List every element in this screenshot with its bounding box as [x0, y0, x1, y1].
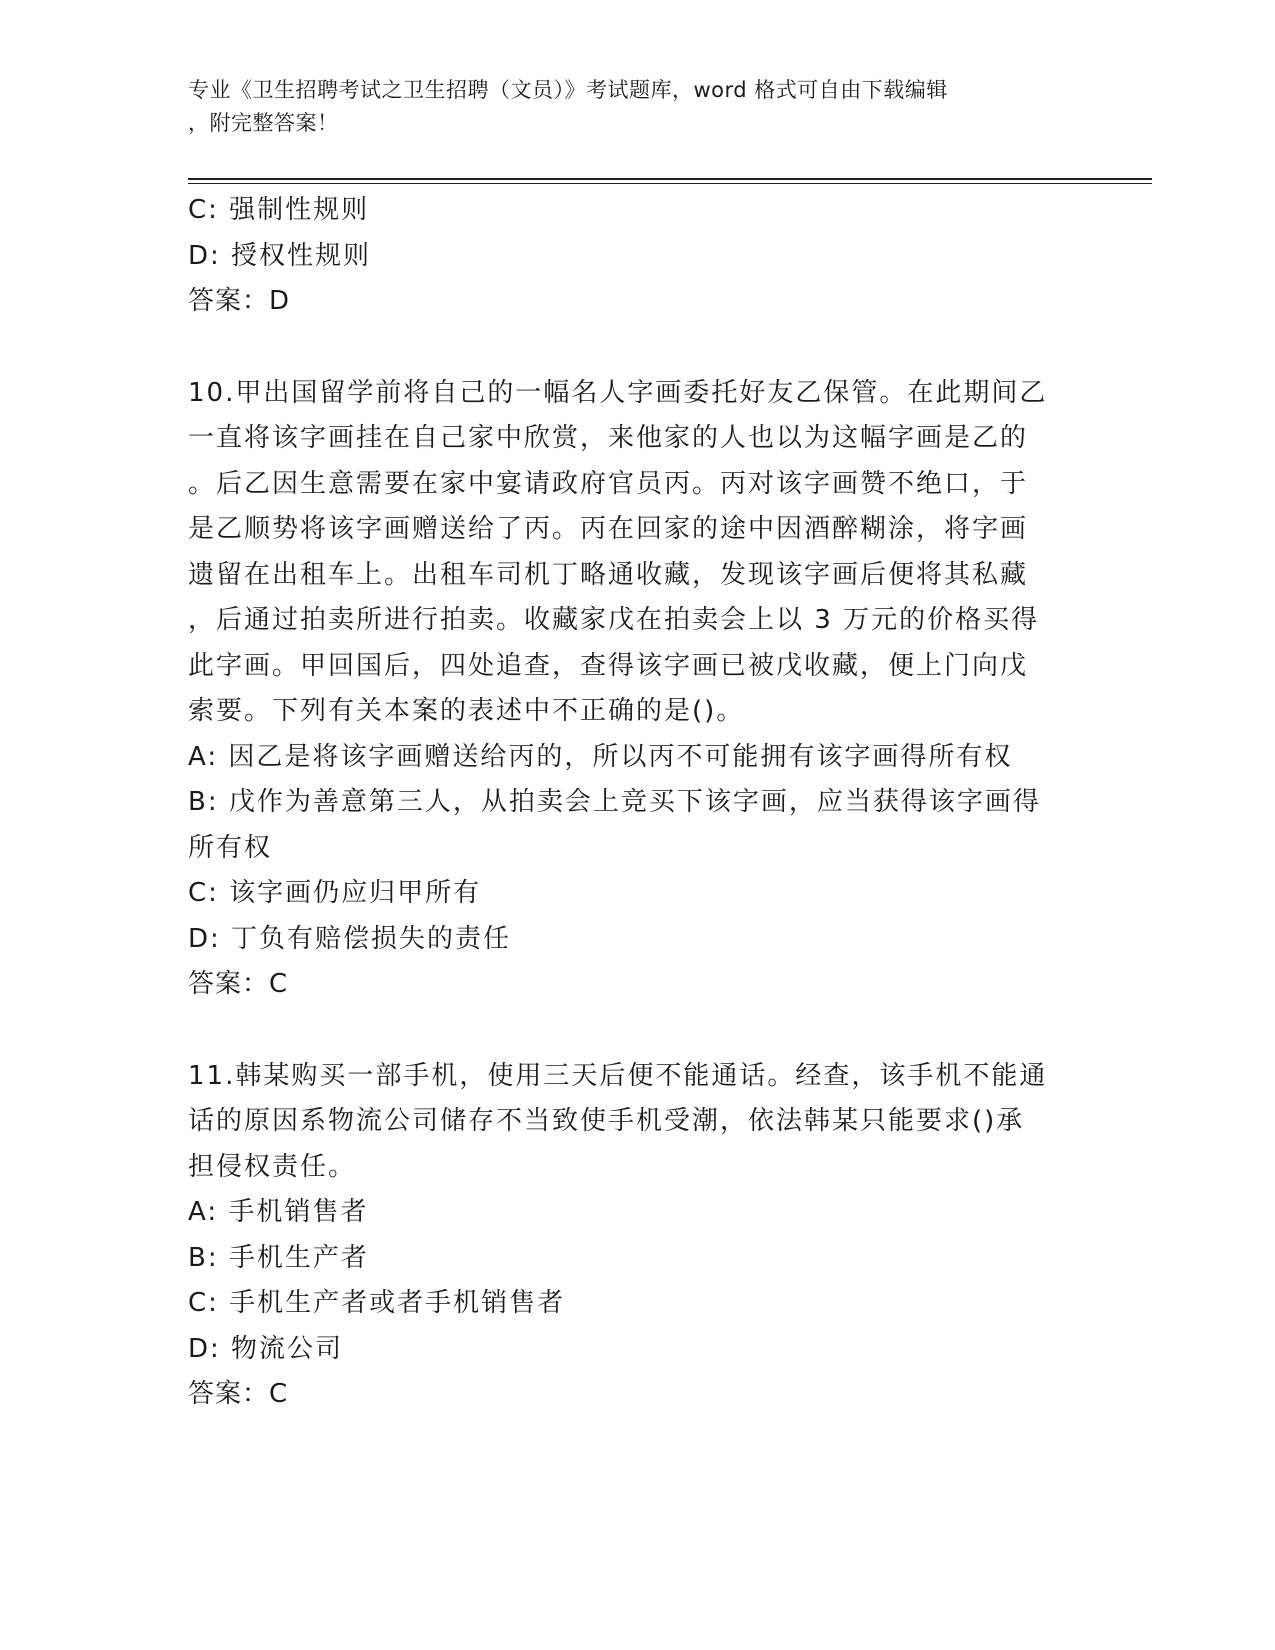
option-c-text: C: 手机生产者或者手机销售者 — [188, 1288, 566, 1318]
question-text — [188, 1054, 1078, 1191]
option-c-text: C: 该字画仍应归甲所有 — [188, 878, 482, 908]
option-d-text: D: 物流公司 — [188, 1333, 344, 1364]
answer-line: 答案：D — [188, 286, 291, 316]
option-d — [188, 1327, 1078, 1373]
option-c — [188, 1281, 1078, 1327]
option-b-text: B: 手机生产者 — [188, 1242, 369, 1273]
option-d-text: D: 丁负有赔偿损失的责任 — [188, 923, 512, 954]
option-a-text: A: 手机销售者 — [188, 1197, 369, 1227]
option-a-text: A: 因乙是将该字画赠送给丙的，所以丙不可能拥有该字画得所有权 — [188, 741, 1013, 772]
header-divider — [188, 178, 1152, 184]
question-11 — [188, 1054, 1078, 1418]
option-a — [188, 1190, 1078, 1236]
question-text-line: 10.甲出国留学前将自己的一幅名人字画委托好友乙保管。在此期间乙 — [188, 377, 1048, 408]
question-10 — [188, 371, 1078, 1008]
question-text-line: 遗留在出租车上。出租车司机丁略通收藏，发现该字画后便将其私藏 — [188, 559, 1029, 590]
document-body — [188, 188, 1078, 1418]
question-text-line: 话的原因系物流公司储存不当致使手机受潮，依法韩某只能要求()承 — [188, 1106, 1025, 1136]
header-line-2: ，附完整答案！ — [188, 111, 339, 135]
question-text-line: 是乙顺势将该字画赠送给了丙。丙在回家的途中因酒醉糊涂，将字画 — [188, 514, 1029, 544]
question-text — [188, 371, 1078, 735]
question-text-line: 索要。下列有关本案的表述中不正确的是()。 — [188, 696, 745, 726]
header-line-1: 专业《卫生招聘考试之卫生招聘（文员）》考试题库，word 格式可自由下载编辑 — [188, 78, 948, 102]
option-b — [188, 1236, 1078, 1282]
option-d — [188, 917, 1078, 963]
question-text-line: 11.韩某购买一部手机，使用三天后便不能通话。经查，该手机不能通 — [188, 1060, 1048, 1091]
question-text-line: ，后通过拍卖所进行拍卖。收藏家戊在拍卖会上以 3 万元的价格买得 — [188, 605, 1040, 635]
option-b-text: B: 戊作为善意第三人，从拍卖会上竞买下该字画，应当获得该字画得 — [188, 787, 1041, 817]
option-a — [188, 735, 1078, 781]
option-c: C: 强制性规则 — [188, 195, 370, 225]
previous-question-tail — [188, 188, 1078, 325]
document-header — [188, 74, 1068, 140]
question-text-line: 。后乙因生意需要在家中宴请政府官员丙。丙对该字画赞不绝口，于 — [188, 468, 1029, 499]
option-c — [188, 871, 1078, 917]
answer-line: 答案：C — [188, 1379, 289, 1409]
answer-line: 答案：C — [188, 969, 289, 999]
question-text-line: 此字画。甲回国后，四处追查，查得该字画已被戊收藏，便上门向戊 — [188, 650, 1029, 681]
option-b-text-cont: 所有权 — [188, 832, 273, 863]
option-d: D: 授权性规则 — [188, 240, 372, 271]
option-b — [188, 780, 1078, 871]
question-text-line: 一直将该字画挂在自己家中欣赏，来他家的人也以为这幅字画是乙的 — [188, 423, 1029, 453]
question-text-line: 担侵权责任。 — [188, 1151, 357, 1182]
